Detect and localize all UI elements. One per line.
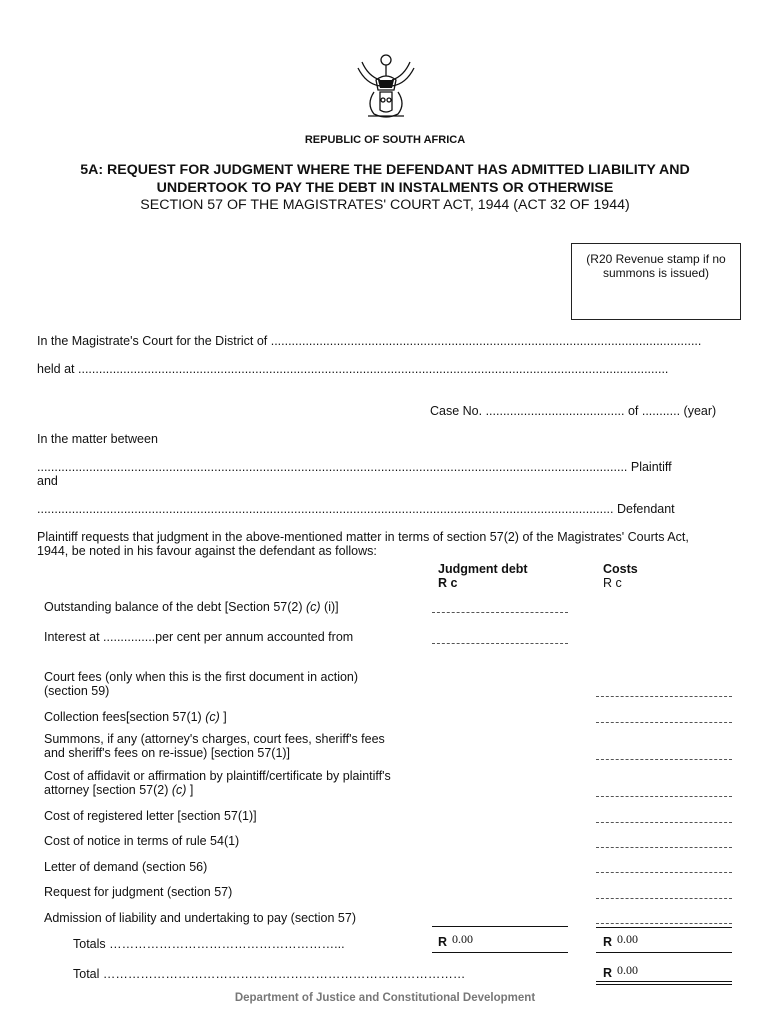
costs-totals-value[interactable]: 0.00 bbox=[617, 932, 638, 946]
revenue-stamp-box[interactable] bbox=[571, 243, 741, 320]
item-admission-of-liability: Admission of liability and undertaking to pay (section 57) bbox=[44, 911, 356, 925]
judgment-totals-currency: R bbox=[438, 935, 448, 949]
judgment-outstanding-field[interactable] bbox=[432, 612, 568, 613]
item-court-fees-line-1: Court fees (only when this is the first document in action) bbox=[44, 670, 359, 684]
form-title-line-1: 5A: REQUEST FOR JUDGMENT WHERE THE DEFENDANT HAS ADMITTED LIABILITY AND bbox=[80, 162, 690, 178]
costs-request-for-judgment-field[interactable] bbox=[596, 898, 732, 899]
coat-of-arms-emblem bbox=[354, 50, 418, 122]
costs-notice-field[interactable] bbox=[596, 847, 732, 848]
stamp-box-line-1: (R20 Revenue stamp if no bbox=[586, 252, 726, 266]
judgment-subtotal-rule bbox=[432, 926, 568, 927]
item-collection-fees bbox=[44, 710, 227, 724]
grand-total-label: Total …………………………………………………………………………… bbox=[73, 967, 466, 981]
item-collection-text-a: Collection fees[section 57(1) bbox=[44, 710, 206, 724]
judgment-debt-header: Judgment debt bbox=[438, 562, 528, 576]
item-letter-of-demand: Letter of demand (section 56) bbox=[44, 860, 208, 874]
item-affidavit-line-2 bbox=[44, 783, 193, 797]
item-affidavit-text-c: ] bbox=[186, 783, 194, 797]
item-outstanding-text-a: Outstanding balance of the debt [Section 57(2) bbox=[44, 600, 306, 614]
stamp-box-line-2: summons is issued) bbox=[602, 266, 710, 280]
grand-total-currency: R bbox=[603, 966, 613, 980]
item-interest[interactable]: Interest at ...............per cent per annum accounted from bbox=[44, 630, 354, 644]
judgment-totals-value[interactable]: 0.00 bbox=[452, 932, 473, 946]
item-collection-text-c: ] bbox=[219, 710, 227, 724]
judgment-debt-units: R c bbox=[438, 576, 458, 590]
costs-summons-field[interactable] bbox=[596, 759, 732, 760]
item-affidavit-line-1: Cost of affidavit or affirmation by plaintiff/certificate by plaintiff's bbox=[44, 769, 391, 783]
item-collection-text-b: (c) bbox=[205, 710, 220, 724]
item-registered-letter: Cost of registered letter [section 57(1)] bbox=[44, 809, 257, 823]
judgment-interest-field[interactable] bbox=[432, 643, 568, 644]
item-outstanding-text-c: (i)] bbox=[320, 600, 339, 614]
item-request-for-judgment: Request for judgment (section 57) bbox=[44, 885, 233, 899]
footer-department: Department of Justice and Constitutional Development bbox=[234, 992, 536, 1004]
country-heading: REPUBLIC OF SOUTH AFRICA bbox=[304, 134, 466, 146]
item-outstanding-balance bbox=[44, 600, 339, 614]
item-affidavit-text-a: attorney [section 57(2) bbox=[44, 783, 172, 797]
request-text-line-1: Plaintiff requests that judgment in the above-mentioned matter in terms of section 57(2) of the Magistrates' Courts Act, bbox=[37, 530, 689, 544]
judgment-totals-underline bbox=[432, 952, 568, 953]
item-notice: Cost of notice in terms of rule 54(1) bbox=[44, 834, 240, 848]
matter-between-label: In the matter between bbox=[37, 432, 158, 446]
totals-label: Totals ………………………………………………... bbox=[73, 937, 345, 951]
case-number-field[interactable]: Case No. ........................................ of ........... (year) bbox=[430, 404, 717, 418]
costs-affidavit-field[interactable] bbox=[596, 796, 732, 797]
form-subtitle: SECTION 57 OF THE MAGISTRATES' COURT ACT, 1944 (ACT 32 OF 1944) bbox=[140, 197, 630, 213]
item-affidavit-text-b: (c) bbox=[171, 783, 187, 797]
costs-totals-currency: R bbox=[603, 935, 613, 949]
item-summons-line-2: and sheriff's fees on re-issue) [section 57(1)] bbox=[44, 746, 291, 760]
item-outstanding-text-b: (c) bbox=[305, 600, 321, 614]
costs-units: R c bbox=[603, 576, 622, 590]
costs-court-fees-field[interactable] bbox=[596, 696, 732, 697]
district-field[interactable]: In the Magistrate's Court for the District of ............................................................................................................................ bbox=[37, 334, 702, 348]
form-title-line-2: UNDERTOOK TO PAY THE DEBT IN INSTALMENTS OR OTHERWISE bbox=[156, 180, 614, 196]
defendant-field[interactable]: ...................................................................................................................................................................... Defendant bbox=[37, 502, 675, 516]
costs-collection-fees-field[interactable] bbox=[596, 722, 732, 723]
plaintiff-field[interactable]: .......................................................................................................................................................................... Plaintiff bbox=[37, 460, 672, 474]
costs-header: Costs bbox=[603, 562, 638, 576]
costs-subtotal-rule bbox=[596, 927, 732, 928]
costs-admission-field[interactable] bbox=[596, 923, 732, 924]
grand-total-double-underline bbox=[596, 981, 732, 985]
grand-total-value[interactable]: 0.00 bbox=[617, 963, 638, 977]
item-summons-line-1: Summons, if any (attorney's charges, court fees, sheriff's fees bbox=[44, 732, 385, 746]
request-text-line-2: 1944, be noted in his favour against the defendant as follows: bbox=[37, 544, 377, 558]
costs-letter-of-demand-field[interactable] bbox=[596, 872, 732, 873]
costs-totals-underline bbox=[596, 952, 732, 953]
costs-registered-letter-field[interactable] bbox=[596, 822, 732, 823]
item-court-fees-line-2: (section 59) bbox=[44, 684, 110, 698]
held-at-field[interactable]: held at .......................................................................................................................................................................... bbox=[37, 362, 669, 376]
and-label: and bbox=[37, 474, 58, 488]
